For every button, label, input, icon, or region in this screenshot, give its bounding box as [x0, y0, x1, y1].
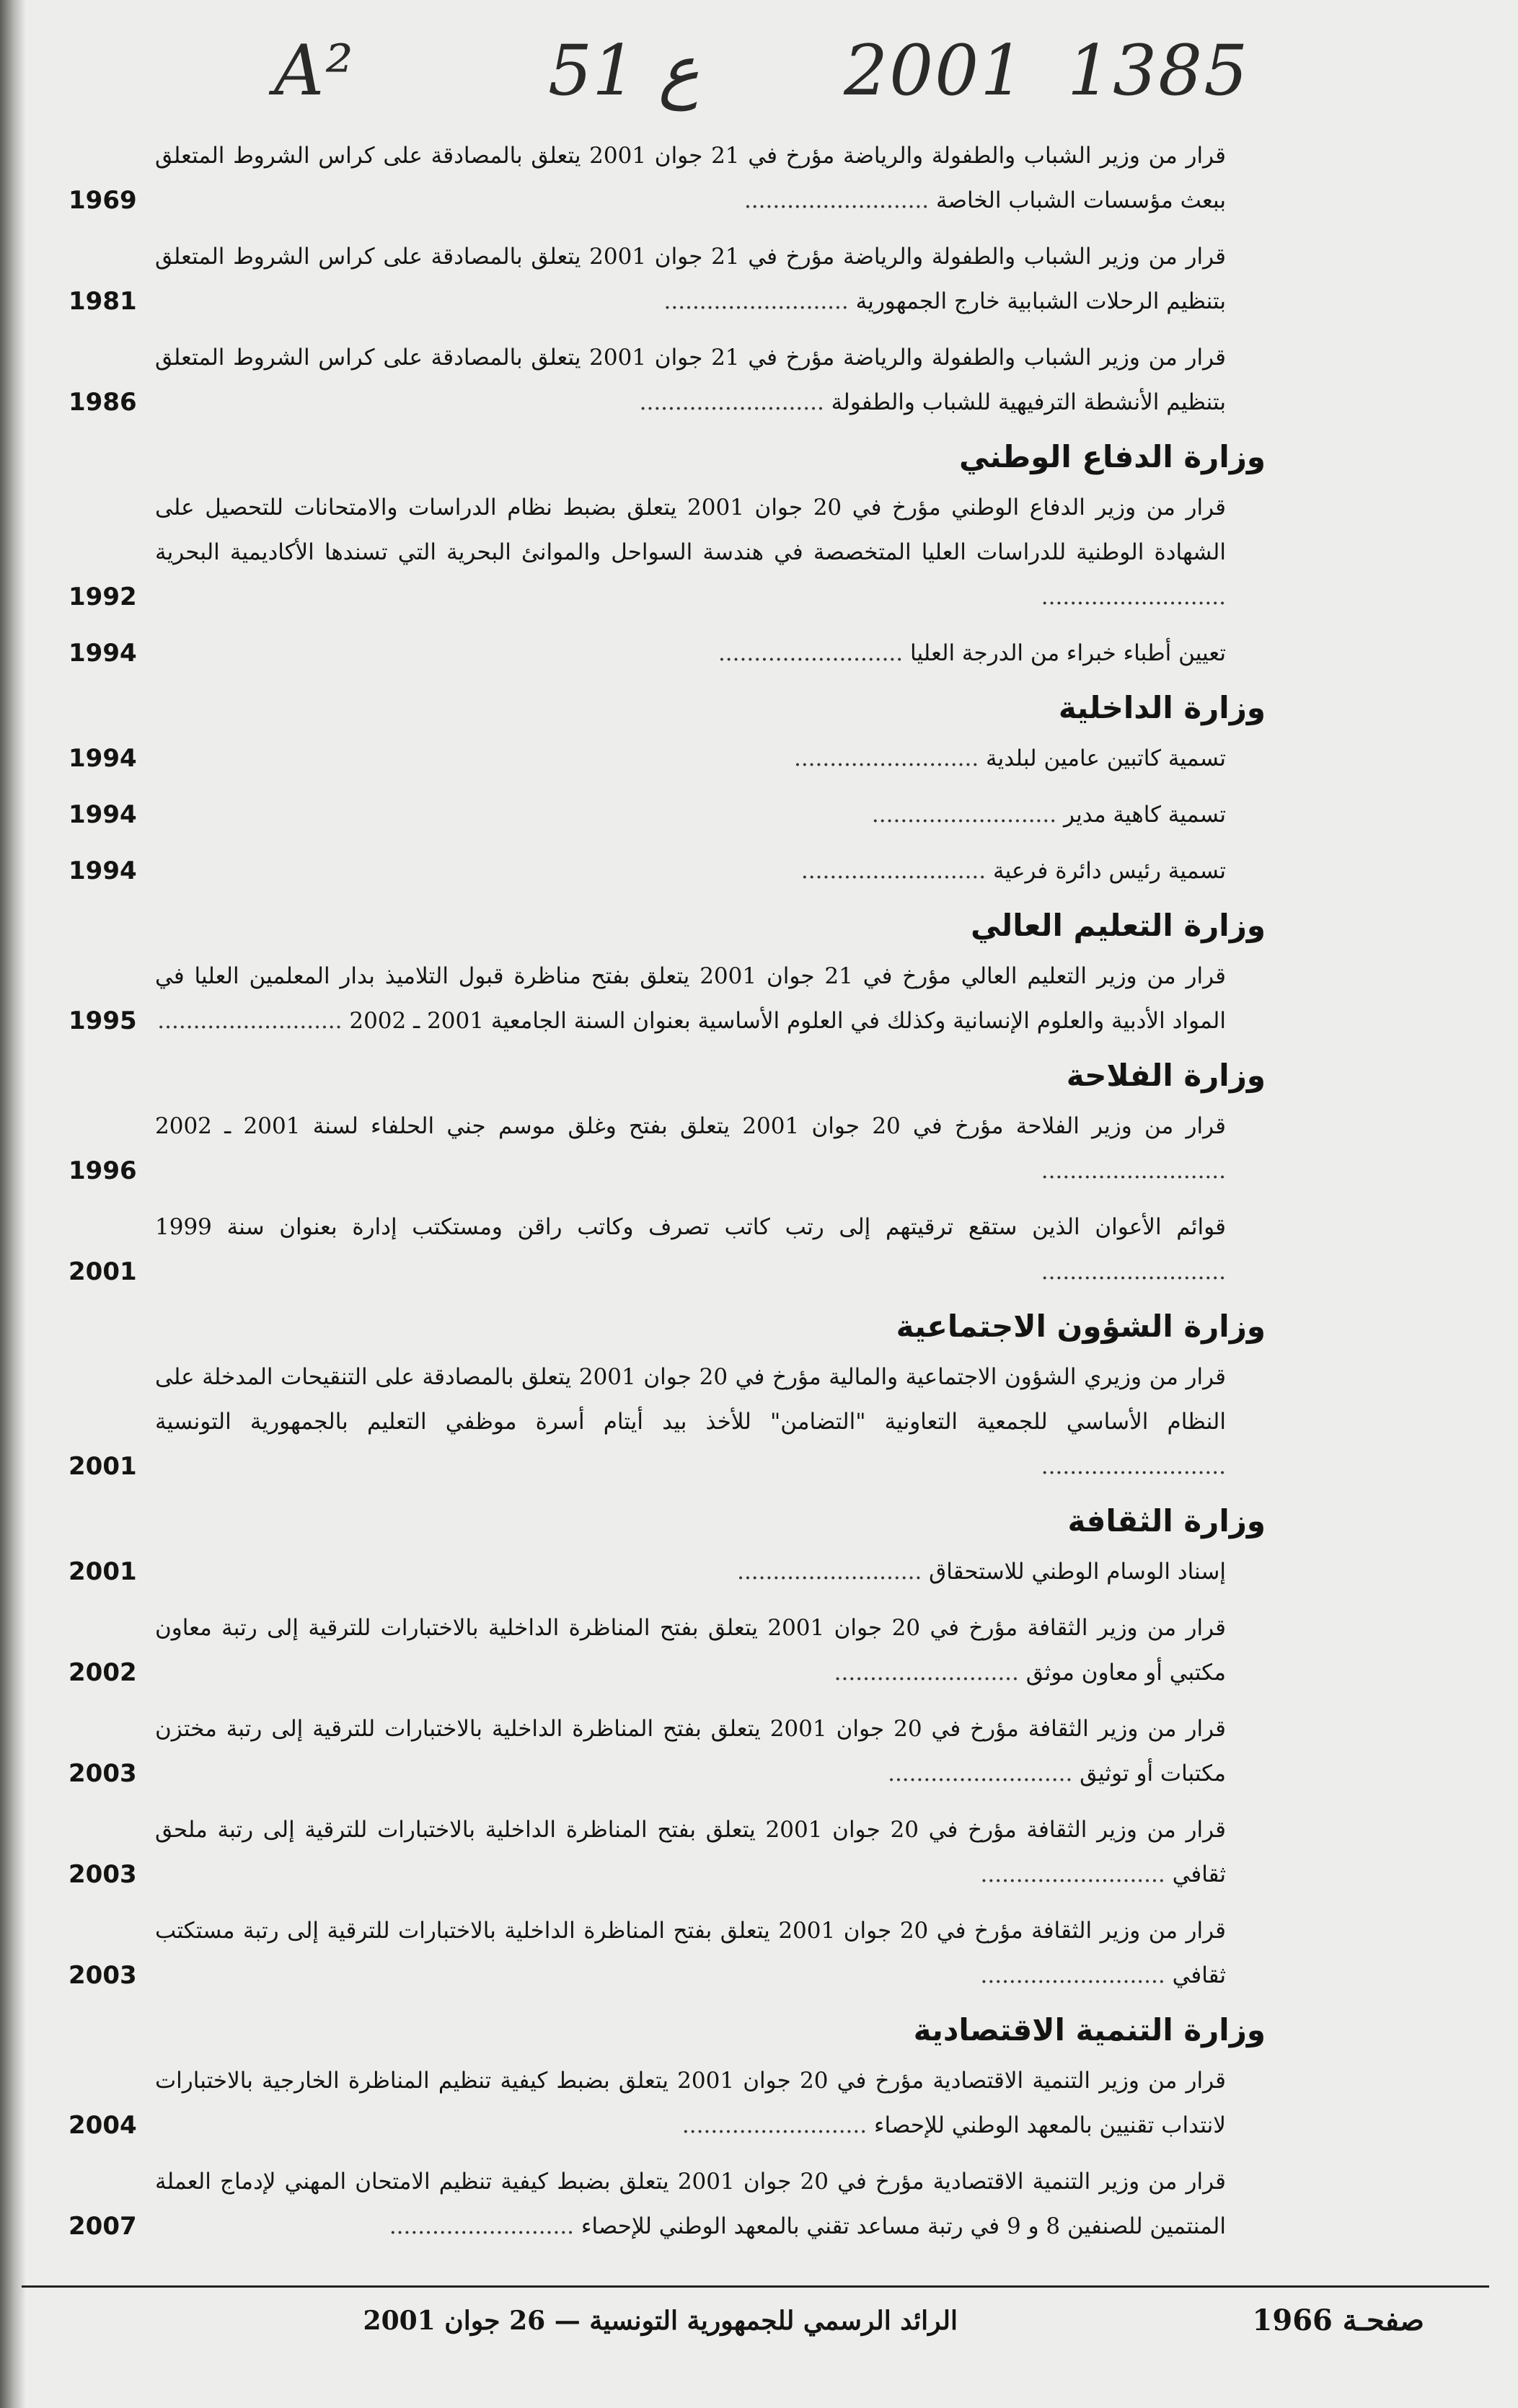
dot-leader: .......................... [389, 2213, 581, 2239]
toc-entry[interactable] [69, 849, 1266, 893]
handwritten-c: 2001 [844, 30, 1026, 111]
toc-page-number: 1994 [69, 856, 137, 885]
toc-page-number: 1969 [69, 186, 137, 215]
section-heading: وزارة الفلاحة [1066, 1058, 1266, 1093]
dot-leader: .......................... [1041, 1259, 1226, 1285]
toc-entry-text [155, 1205, 1266, 1294]
toc-entry-text [155, 485, 1266, 619]
toc-entry[interactable] [69, 1807, 1266, 1897]
section-heading: وزارة الشؤون الاجتماعية [896, 1309, 1266, 1344]
toc-page-number: 1981 [69, 287, 137, 316]
dot-leader: .......................... [1041, 584, 1226, 610]
toc-entry-title: قرار من وزير التنمية الاقتصادية مؤرخ في 20 جوان 2001 يتعلق بضبط كيفية تنظيم المناظرة الخارجية بالاختبارات لانتداب تقنيين بالمعهد الوطني للإحصاء [155, 2068, 1226, 2138]
section-heading: وزارة الثقافة [1067, 1503, 1266, 1539]
toc-entry[interactable] [69, 1606, 1266, 1695]
toc-entry[interactable] [69, 2159, 1266, 2249]
footer-journal: الرائد الرسمي للجمهورية التونسية — 26 جوان 2001 [363, 2305, 958, 2336]
toc-page-number: 1986 [69, 388, 137, 417]
toc-page-number: 2003 [69, 1860, 137, 1889]
toc-entry-text [155, 1606, 1266, 1695]
toc-entry-text [155, 631, 1266, 676]
handwritten-d: 1385 [1067, 30, 1250, 111]
binding-shadow [0, 0, 26, 2408]
toc-entry[interactable] [69, 1707, 1266, 1796]
toc-entry[interactable] [69, 736, 1266, 781]
toc-entry[interactable] [69, 234, 1266, 324]
dot-leader: .......................... [834, 1660, 1026, 1686]
toc-entry-title: تعيين أطباء خبراء من الدرجة العليا [910, 640, 1226, 666]
dot-leader: .......................... [980, 1862, 1173, 1887]
toc-page-number: 2001 [69, 1452, 137, 1481]
toc-entry-text [155, 736, 1266, 781]
toc-entry[interactable] [69, 485, 1266, 619]
toc-entry-title: قرار من وزير الثقافة مؤرخ في 20 جوان 2001 يتعلق بفتح المناظرة الداخلية بالاختبارات للترقية إلى رتبة مختزن مكتبات أو توثيق [155, 1716, 1226, 1787]
dot-leader: .......................... [888, 1761, 1080, 1787]
toc-entry-text [155, 335, 1266, 425]
toc-page-number: 1995 [69, 1006, 137, 1035]
toc-entry-title: قرار من وزير الفلاحة مؤرخ في 20 جوان 2001 يتعلق بفتح وغلق موسم جني الحلفاء لسنة 2001 ـ 2002 [155, 1113, 1226, 1139]
toc-entry-title: قرار من وزير التنمية الاقتصادية مؤرخ في 20 جوان 2001 يتعلق بضبط كيفية تنظيم الامتحان المهني لإدماج العملة المنتمين للصنفين 8 و 9 في رتبة مساعد تقني بالمعهد الوطني للإحصاء [155, 2169, 1226, 2239]
toc-entry-text [155, 1908, 1266, 1998]
toc-entry[interactable] [69, 2058, 1266, 2148]
footer-rule [22, 2285, 1489, 2288]
toc-entry-text [155, 1807, 1266, 1897]
toc-entry-title: قرار من وزير الثقافة مؤرخ في 20 جوان 2001 يتعلق بفتح المناظرة الداخلية بالاختبارات للترقية إلى رتبة معاون مكتبي أو معاون موثق [155, 1615, 1226, 1686]
dot-leader: .......................... [793, 745, 987, 771]
toc-page-number: 1994 [69, 639, 137, 668]
toc-page-number: 2001 [69, 1557, 137, 1586]
page-footer [69, 2303, 1424, 2337]
toc-page-number: 2002 [69, 1658, 137, 1687]
toc-entry-text [155, 234, 1266, 324]
toc-entry-title: قرار من وزير الثقافة مؤرخ في 20 جوان 2001 يتعلق بفتح المناظرة الداخلية بالاختبارات للترقية إلى رتبة ملحق ثقافي [155, 1817, 1226, 1887]
section-heading: وزارة التعليم العالي [970, 908, 1266, 943]
toc-entry[interactable] [69, 335, 1266, 425]
table-of-contents [69, 133, 1266, 2260]
toc-page-number: 2003 [69, 1759, 137, 1788]
toc-entry-title: إسناد الوسام الوطني للاستحقاق [929, 1559, 1226, 1585]
dot-leader: .......................... [980, 1962, 1173, 1988]
toc-entry-title: قرار من وزير الثقافة مؤرخ في 20 جوان 2001 يتعلق بفتح المناظرة الداخلية بالاختبارات للترقية إلى رتبة مستكتب ثقافي [155, 1918, 1226, 1988]
toc-entry[interactable] [69, 1355, 1266, 1489]
toc-page-number: 1996 [69, 1156, 137, 1185]
toc-page-number: 1994 [69, 800, 137, 829]
dot-leader: .......................... [718, 640, 910, 666]
dot-leader: .......................... [1041, 1158, 1226, 1184]
toc-entry-title: قوائم الأعوان الذين ستقع ترقيتهم إلى رتب كاتب تصرف وكاتب راقن ومستكتب إدارة بعنوان سنة 1999 [155, 1214, 1226, 1240]
toc-entry[interactable] [69, 133, 1266, 223]
toc-entry-title: تسمية كاتبين عامين لبلدية [986, 745, 1226, 771]
toc-entry-text [155, 2058, 1266, 2148]
toc-entry-title: تسمية رئيس دائرة فرعية [992, 858, 1226, 884]
toc-page-number: 2007 [69, 2212, 137, 2241]
toc-entry-title: تسمية كاهية مدير [1063, 802, 1226, 828]
section-heading: وزارة الدفاع الوطني [959, 439, 1266, 474]
dot-leader: .......................... [157, 1008, 350, 1034]
toc-entry-text [155, 954, 1266, 1043]
handwritten-annotation [274, 16, 1250, 124]
toc-entry-text [155, 1549, 1266, 1594]
toc-entry-title: قرار من وزير التعليم العالي مؤرخ في 21 جوان 2001 يتعلق بفتح مناظرة قبول التلاميذ بدار المعلمين العليا في المواد الأدبية والعلوم الإنسانية وكذلك في العلوم الأساسية بعنوان السنة الجامعية 2001 ـ 2002 [155, 963, 1226, 1034]
dot-leader: .......................... [1041, 1453, 1226, 1479]
toc-entry-text [155, 792, 1266, 837]
toc-entry-title: قرار من وزير الشباب والطفولة والرياضة مؤرخ في 21 جوان 2001 يتعلق بالمصادقة على كراس الشروط المتعلق ببعث مؤسسات الشباب الخاصة [155, 143, 1226, 213]
dot-leader: .......................... [663, 288, 856, 314]
toc-page-number: 2004 [69, 2111, 137, 2140]
section-heading: وزارة الداخلية [1058, 690, 1266, 725]
handwritten-a: A² [274, 30, 355, 111]
section-heading: وزارة التنمية الاقتصادية [913, 2012, 1266, 2048]
dot-leader: .......................... [871, 802, 1064, 828]
toc-entry[interactable] [69, 954, 1266, 1043]
toc-page-number: 2001 [69, 1257, 137, 1286]
toc-entry[interactable] [69, 631, 1266, 676]
toc-entry-text [155, 133, 1266, 223]
toc-entry[interactable] [69, 1104, 1266, 1193]
toc-page-number: 1992 [69, 583, 137, 611]
dot-leader: .......................... [639, 389, 831, 415]
dot-leader: .......................... [737, 1559, 930, 1585]
toc-page-number: 1994 [69, 744, 137, 773]
handwritten-b: 51 ع [548, 30, 700, 111]
toc-entry[interactable] [69, 1908, 1266, 1998]
footer-page-number: صفحـة 1966 [1252, 2303, 1424, 2337]
toc-entry-title: قرار من وزير الدفاع الوطني مؤرخ في 20 جوان 2001 يتعلق بضبط نظام الدراسات والامتحانات للتحصيل على الشهادة الوطنية للدراسات العليا المتخصصة في هندسة السواحل والموانئ البحرية التي تسندها الأكاديمية البحرية [155, 495, 1226, 565]
toc-entry[interactable] [69, 792, 1266, 837]
toc-page-number: 2003 [69, 1961, 137, 1990]
dot-leader: .......................... [743, 187, 937, 213]
toc-entry-text [155, 1355, 1266, 1489]
toc-entry-text [155, 2159, 1266, 2249]
dot-leader: .......................... [800, 858, 993, 884]
toc-entry-title: قرار من وزير الشباب والطفولة والرياضة مؤرخ في 21 جوان 2001 يتعلق بالمصادقة على كراس الشروط المتعلق بتنظيم الرحلات الشبابية خارج الجمهورية [155, 244, 1226, 314]
toc-entry-title: قرار من وزيري الشؤون الاجتماعية والمالية مؤرخ في 20 جوان 2001 يتعلق بالمصادقة على التنقيحات المدخلة على النظام الأساسي للجمعية التعاونية "التضامن" للأخذ بيد أيتام أسرة موظفي التعليم بالجمهورية التونسية [155, 1364, 1226, 1435]
toc-entry-text [155, 1104, 1266, 1193]
toc-entry[interactable] [69, 1205, 1266, 1294]
dot-leader: .......................... [681, 2112, 874, 2138]
toc-entry-title: قرار من وزير الشباب والطفولة والرياضة مؤرخ في 21 جوان 2001 يتعلق بالمصادقة على كراس الشروط المتعلق بتنظيم الأنشطة الترفيهية للشباب والطفولة [155, 345, 1226, 415]
toc-entry-text [155, 1707, 1266, 1796]
toc-entry-text [155, 849, 1266, 893]
toc-entry[interactable] [69, 1549, 1266, 1594]
